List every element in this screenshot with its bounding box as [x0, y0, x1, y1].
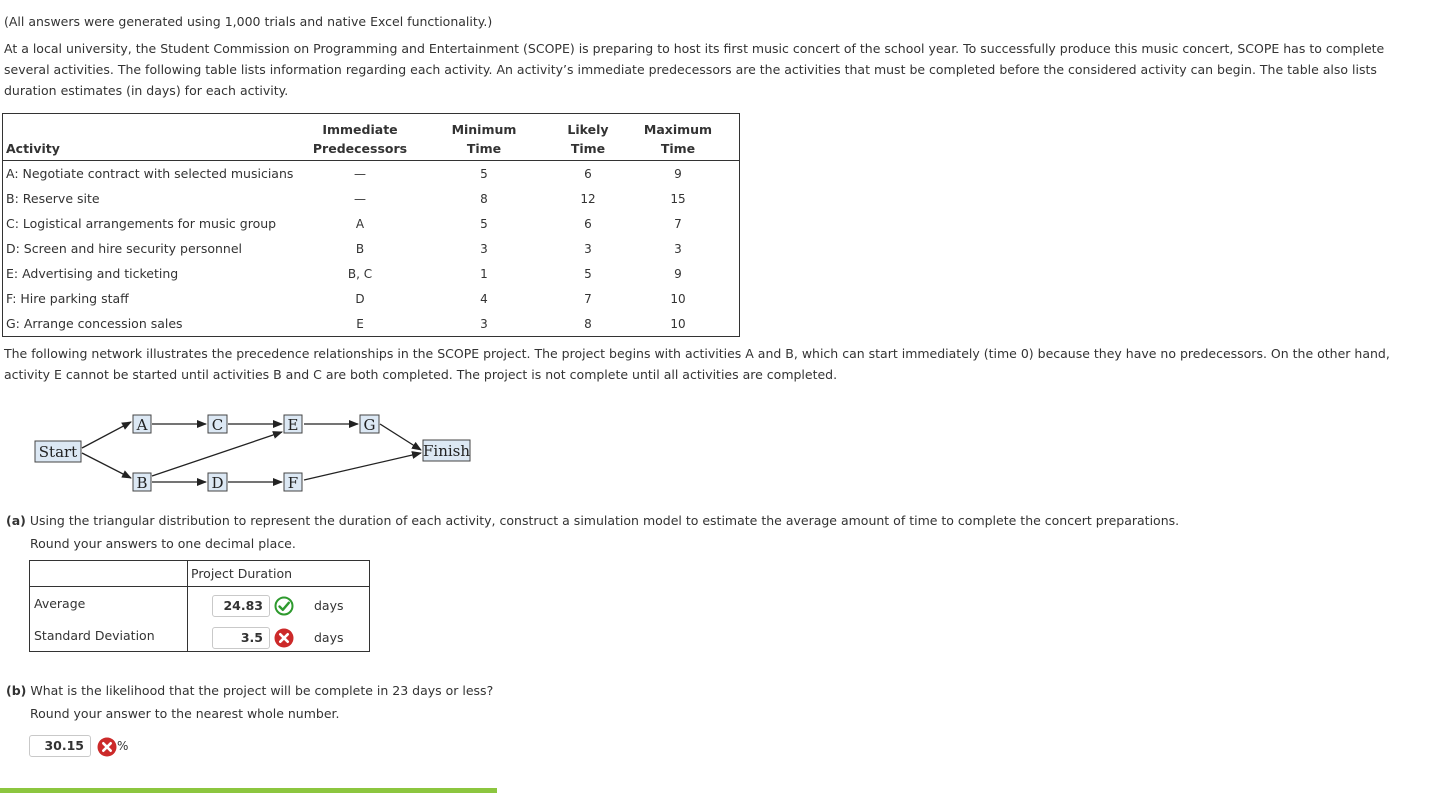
likely-time-cell: 8 — [584, 316, 592, 331]
table-row — [3, 311, 740, 337]
node-g — [360, 415, 379, 434]
max-time-cell: 10 — [670, 316, 686, 331]
predecessor-cell: D — [355, 291, 365, 306]
answer-table-corner — [30, 561, 188, 587]
likely-time-cell: 5 — [584, 266, 592, 281]
table-header-row-top — [3, 114, 740, 138]
activity-table — [2, 113, 740, 337]
predecessor-cell: E — [356, 316, 364, 331]
correct-check-icon — [274, 596, 294, 616]
edge-f-finish — [304, 453, 421, 480]
likely-time-cell: 6 — [584, 216, 592, 231]
min-time-cell: 3 — [480, 316, 488, 331]
std-dev-unit: days — [313, 629, 344, 645]
question-b-answer — [29, 735, 128, 757]
header-predecessors-top: Immediate — [322, 122, 398, 137]
max-time-cell: 9 — [674, 166, 682, 181]
intro-paragraph: At a local university, the Student Commission on Programming and Entertainment (SCOPE) is preparing to host its first music concert of the school year. To successfully produce this music concert, SCOPE has to complete several activities. The following table lists information regarding each activity. An activity’s immediate predecessors are the activities that must be completed before the considered activity can begin. The table also lists duration estimates (in days) for each activity. — [4, 41, 1385, 98]
node-f — [284, 473, 302, 492]
max-time-cell: 7 — [674, 216, 682, 231]
svg-text:F: F — [287, 474, 299, 492]
likely-time-cell: 3 — [584, 241, 592, 256]
max-time-cell: 9 — [674, 266, 682, 281]
table-row — [3, 186, 740, 211]
table-row — [3, 236, 740, 261]
node-d — [208, 473, 227, 492]
node-start — [35, 441, 81, 462]
instructions-note: (All answers were generated using 1,000 trials and native Excel functionality.) — [4, 14, 493, 29]
svg-text:Start: Start — [38, 443, 78, 461]
header-activity-top — [3, 114, 312, 138]
min-time-cell: 1 — [480, 266, 488, 281]
node-e — [284, 415, 302, 434]
precedence-network-diagram — [0, 408, 480, 498]
answer-table — [29, 560, 370, 652]
activity-cell: A: Negotiate contract with selected musicians — [6, 166, 294, 181]
svg-text:G: G — [363, 416, 376, 434]
average-input[interactable]: 24.83 — [212, 595, 270, 617]
svg-text:A: A — [136, 416, 148, 434]
project-duration-header: Project Duration — [188, 561, 370, 587]
header-likely: Time — [559, 137, 617, 161]
edge-start-a — [82, 422, 131, 448]
svg-text:B: B — [136, 474, 148, 492]
min-time-cell: 8 — [480, 191, 488, 206]
table-row — [3, 161, 740, 187]
progress-bar — [0, 788, 497, 793]
table-row — [3, 286, 740, 311]
header-max: Time — [617, 137, 740, 161]
average-unit: days — [313, 597, 344, 613]
activity-cell: E: Advertising and ticketing — [6, 266, 179, 281]
predecessor-cell: B, C — [347, 266, 373, 281]
header-min-top: Minimum — [451, 122, 517, 137]
edge-b-e — [152, 432, 282, 476]
header-max-top: Maximum — [643, 122, 713, 137]
node-b — [133, 473, 151, 492]
answer-row-std-dev — [30, 619, 370, 652]
likely-time-cell: 12 — [580, 191, 596, 206]
activity-cell: F: Hire parking staff — [6, 291, 129, 306]
question-a-rounding: Round your answers to one decimal place. — [30, 536, 296, 551]
question-b-rounding: Round your answer to the nearest whole number. — [30, 706, 340, 721]
svg-text:Finish: Finish — [422, 442, 471, 460]
question-b-text: What is the likelihood that the project will be complete in 23 days or less? — [30, 683, 494, 698]
header-predecessors: Predecessors — [311, 137, 409, 161]
percent-unit: % — [116, 739, 129, 753]
max-time-cell: 10 — [670, 291, 686, 306]
min-time-cell: 4 — [480, 291, 488, 306]
activity-cell: G: Arrange concession sales — [6, 316, 183, 331]
table-header-row-bottom — [3, 137, 740, 161]
max-time-cell: 3 — [674, 241, 682, 256]
activity-cell: D: Screen and hire security personnel — [6, 241, 242, 256]
likelihood-input[interactable]: 30.15 — [29, 735, 91, 757]
answer-table-header — [30, 561, 370, 587]
likely-time-cell: 7 — [584, 291, 592, 306]
predecessor-cell: A — [355, 216, 365, 231]
activity-cell: B: Reserve site — [6, 191, 100, 206]
min-time-cell: 5 — [480, 166, 488, 181]
average-label: Average — [30, 587, 188, 620]
table-row — [3, 211, 740, 236]
predecessor-cell: — — [354, 166, 366, 181]
max-time-cell: 15 — [670, 191, 686, 206]
incorrect-x-icon — [274, 628, 294, 648]
predecessor-cell: B — [355, 241, 365, 256]
min-time-cell: 3 — [480, 241, 488, 256]
node-a — [133, 415, 151, 434]
predecessor-cell: — — [354, 191, 366, 206]
edge-g-finish — [380, 424, 421, 450]
edge-start-b — [82, 453, 131, 478]
network-paragraph: The following network illustrates the precedence relationships in the SCOPE project. The project begins with activities A and B, which can start immediately (time 0) because they have no predecessors. On the other hand, activity E cannot be started until activities B and C are both completed. The project is not complete until all activities are completed. — [4, 346, 1390, 382]
std-dev-input[interactable]: 3.5 — [212, 627, 270, 649]
svg-text:C: C — [211, 416, 224, 434]
activity-cell: C: Logistical arrangements for music group — [6, 216, 277, 231]
question-a-text: Using the triangular distribution to represent the duration of each activity, construct a simulation model to estimate the average amount of time to complete the concert preparations. — [29, 513, 1180, 528]
node-c — [208, 415, 227, 434]
answer-row-average — [30, 587, 370, 620]
incorrect-x-icon — [97, 737, 117, 757]
question-a — [6, 511, 1179, 531]
header-likely-top: Likely — [567, 122, 609, 137]
table-row — [3, 261, 740, 286]
node-finish — [423, 440, 470, 461]
std-dev-label: Standard Deviation — [30, 619, 188, 652]
header-activity: Activity — [3, 137, 312, 161]
question-b — [6, 681, 493, 701]
question-b-label: (b) — [6, 683, 27, 698]
likely-time-cell: 6 — [584, 166, 592, 181]
min-time-cell: 5 — [480, 216, 488, 231]
svg-text:D: D — [211, 474, 224, 492]
question-a-label: (a) — [6, 513, 26, 528]
header-min: Time — [409, 137, 559, 161]
svg-text:E: E — [287, 416, 299, 434]
